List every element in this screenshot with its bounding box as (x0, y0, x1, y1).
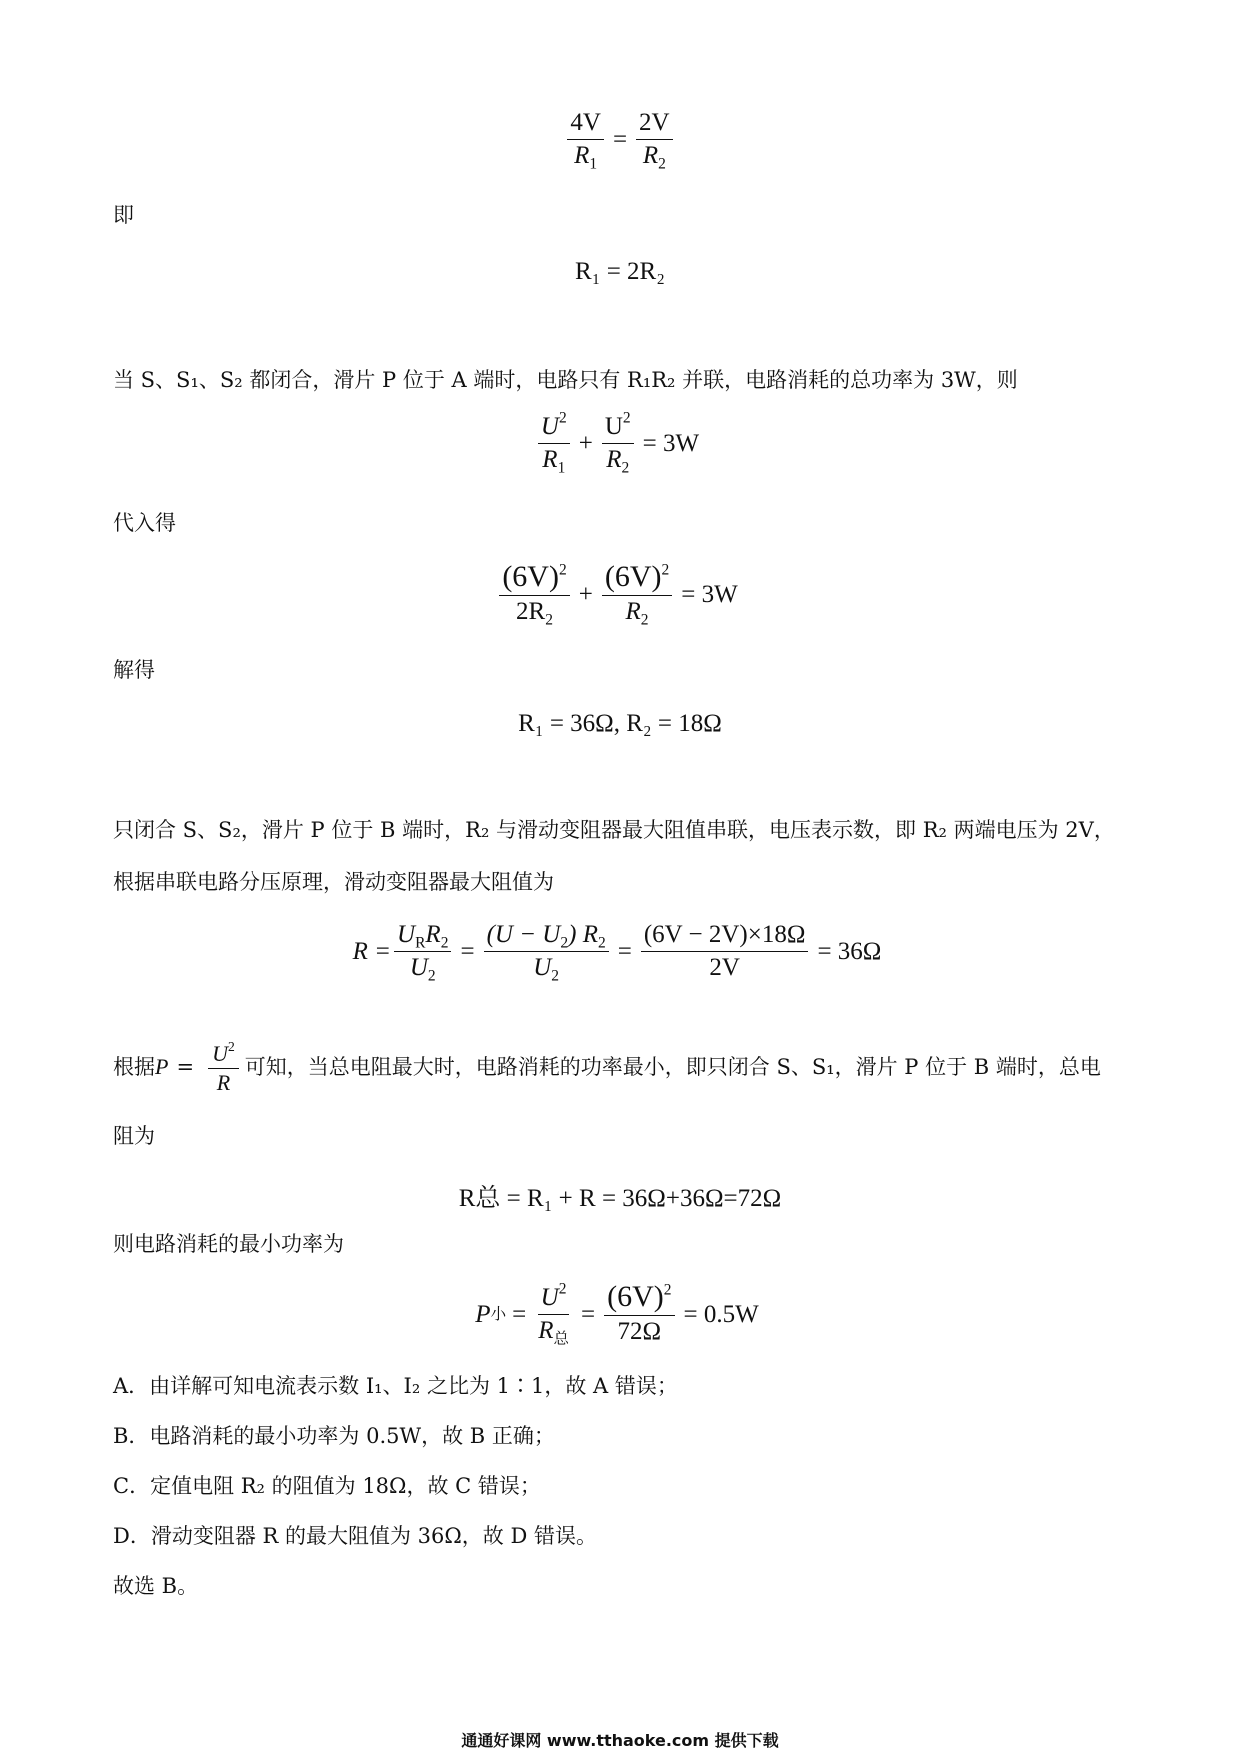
fraction (394, 920, 451, 983)
fraction-left (567, 108, 604, 171)
numerator: (6V − 2V)×18Ω (641, 920, 809, 952)
equation-total-resistance: R总 = R₁ + R = 36Ω+36Ω=72Ω (458, 1185, 782, 1212)
equation-r1-2r2: R₁ = 2R₂ (575, 258, 665, 285)
symbol: ) R (568, 921, 598, 948)
symbol: R (538, 1317, 554, 1344)
option-c: C．定值电阻 R₂ 的阻值为 18Ω，故 C 错误； (113, 1474, 541, 1498)
equation-voltage-ratio (0, 108, 1240, 171)
symbol: R (642, 142, 659, 169)
subscript: 2 (621, 459, 630, 477)
lhs (353, 938, 391, 966)
superscript: 2 (558, 561, 567, 579)
option-b: B．电路消耗的最小功率为 0.5W，故 B 正确； (113, 1424, 555, 1448)
fraction (538, 409, 570, 477)
symbol: R = (352, 937, 392, 965)
text-ji: 即 (113, 203, 134, 227)
numerator (499, 562, 569, 596)
denominator (539, 444, 568, 475)
subscript: R (415, 934, 426, 952)
symbol: P (475, 1300, 491, 1328)
denominator (213, 1069, 234, 1097)
symbol: R (216, 1070, 231, 1095)
value: (6V) (502, 560, 559, 593)
equation-resistances: R₁ = 36Ω, R₂ = 18Ω (518, 710, 722, 737)
equals-sign: = (460, 937, 475, 965)
value: (6V) (604, 560, 662, 593)
numerator (538, 1280, 570, 1315)
numerator (208, 1040, 239, 1069)
symbol: R (574, 142, 590, 169)
subscript: 2 (640, 611, 649, 629)
numerator: 4V (567, 108, 604, 140)
plus-sign: + (578, 429, 593, 457)
equals-sign: = (512, 1300, 527, 1328)
fraction-right (636, 108, 673, 171)
paragraph-all-closed: 当 S、S₁、S₂ 都闭合，滑片 P 位于 A 端时，电路只有 R₁R₂ 并联，电路消耗的总功率为 3W，则 (113, 368, 1018, 392)
value: (6V) (607, 1280, 664, 1313)
symbol: P (155, 1054, 169, 1079)
numerator (602, 562, 672, 596)
subscript: 2 (427, 967, 436, 985)
denominator: 72Ω (617, 1318, 662, 1345)
equals-sign: = (580, 1300, 596, 1328)
symbol: R (606, 446, 622, 473)
subscript: 2 (545, 611, 553, 629)
denominator (640, 140, 669, 171)
subscript: 2 (440, 934, 449, 952)
superscript: 2 (661, 561, 670, 579)
fraction (641, 920, 809, 983)
paragraph-s-s2-closed-line1: 只闭合 S、S₂，滑片 P 位于 B 端时，R₂ 与滑动变阻器最大阻值串联，电压表示数，即 R₂ 两端电压为 2V， (113, 818, 1115, 842)
paragraph-min-power: 则电路消耗的最小功率为 (113, 1232, 344, 1256)
text-dairu: 代入得 (113, 511, 176, 535)
subscript: 2 (658, 155, 666, 173)
subscript: 2 (560, 934, 569, 952)
equation-min-power (0, 1282, 1240, 1347)
symbol: (U − U (486, 921, 561, 948)
subscript: 2 (597, 934, 606, 952)
symbol: U (409, 954, 428, 981)
answer: 故选 B。 (113, 1574, 199, 1598)
equation-max-resistance (0, 920, 1240, 983)
subscript: 2 (551, 967, 560, 985)
symbol: U (212, 1041, 228, 1066)
denominator (571, 140, 600, 171)
fraction (484, 920, 609, 983)
denominator: 2V (709, 954, 740, 981)
right-hand-side: = 3W (642, 429, 700, 457)
inline-fraction (208, 1040, 239, 1097)
fraction (602, 562, 672, 627)
text: 可知，当总电阻最大时，电路消耗的功率最小，即只闭合 S、S₁，滑片 P 位于 B 端时，总电 (244, 1055, 1101, 1079)
page-footer: 通通好课网 www.tthaoke.com 提供下载 (461, 1731, 779, 1750)
superscript: 2 (558, 1280, 567, 1298)
fraction (604, 1282, 674, 1347)
symbol: R (542, 446, 558, 473)
subscript: 1 (557, 459, 566, 477)
denominator (623, 596, 652, 627)
denominator (513, 596, 556, 627)
right-hand-side: = 3W (681, 580, 738, 608)
text: 根据 (113, 1055, 155, 1079)
equals-sign: = (612, 125, 628, 153)
paragraph-power-formula (113, 1037, 1101, 1097)
numerator (394, 920, 451, 952)
numerator (604, 1282, 674, 1316)
equation-total-power (0, 409, 1240, 477)
option-d: D．滑动变阻器 R 的最大阻值为 36Ω，故 D 错误。 (113, 1524, 597, 1548)
plus-sign: + (578, 580, 593, 608)
symbol: U (533, 954, 552, 981)
symbol: U (397, 921, 416, 948)
equation-substituted (0, 562, 1240, 627)
right-hand-side: = 0.5W (683, 1300, 759, 1328)
superscript: 2 (622, 409, 631, 427)
numerator (484, 920, 609, 952)
denominator (535, 1315, 572, 1346)
text-jiede: 解得 (113, 658, 155, 682)
fraction (535, 1280, 572, 1348)
denominator (530, 952, 562, 983)
paragraph-power-formula-line2: 阻为 (113, 1124, 155, 1148)
superscript: 2 (227, 1038, 235, 1054)
symbol: U (540, 413, 559, 440)
symbol: U (604, 413, 623, 440)
subscript: 总 (553, 1330, 569, 1348)
symbol: R (625, 598, 641, 625)
paragraph-s-s2-closed-line2: 根据串联电路分压原理，滑动变阻器最大阻值为 (113, 870, 554, 894)
right-hand-side: = 36Ω (817, 937, 882, 965)
equals-sign: = (617, 937, 632, 965)
symbol: U (540, 1284, 559, 1311)
fraction (602, 409, 634, 477)
symbol: 2R (516, 598, 546, 625)
denominator (603, 444, 632, 475)
numerator: 2V (636, 108, 673, 140)
subscript: 1 (589, 155, 598, 173)
numerator (602, 409, 634, 444)
option-a: A．由详解可知电流表示数 I₁、I₂ 之比为 1∶1，故 A 错误； (113, 1374, 678, 1398)
numerator (538, 409, 570, 444)
symbol: R (425, 921, 441, 948)
superscript: 2 (663, 1281, 672, 1299)
lhs: P 小 (475, 1300, 507, 1328)
denominator (407, 952, 439, 983)
fraction (499, 562, 569, 627)
superscript: 2 (558, 409, 567, 427)
equals-sign: = (176, 1055, 195, 1079)
